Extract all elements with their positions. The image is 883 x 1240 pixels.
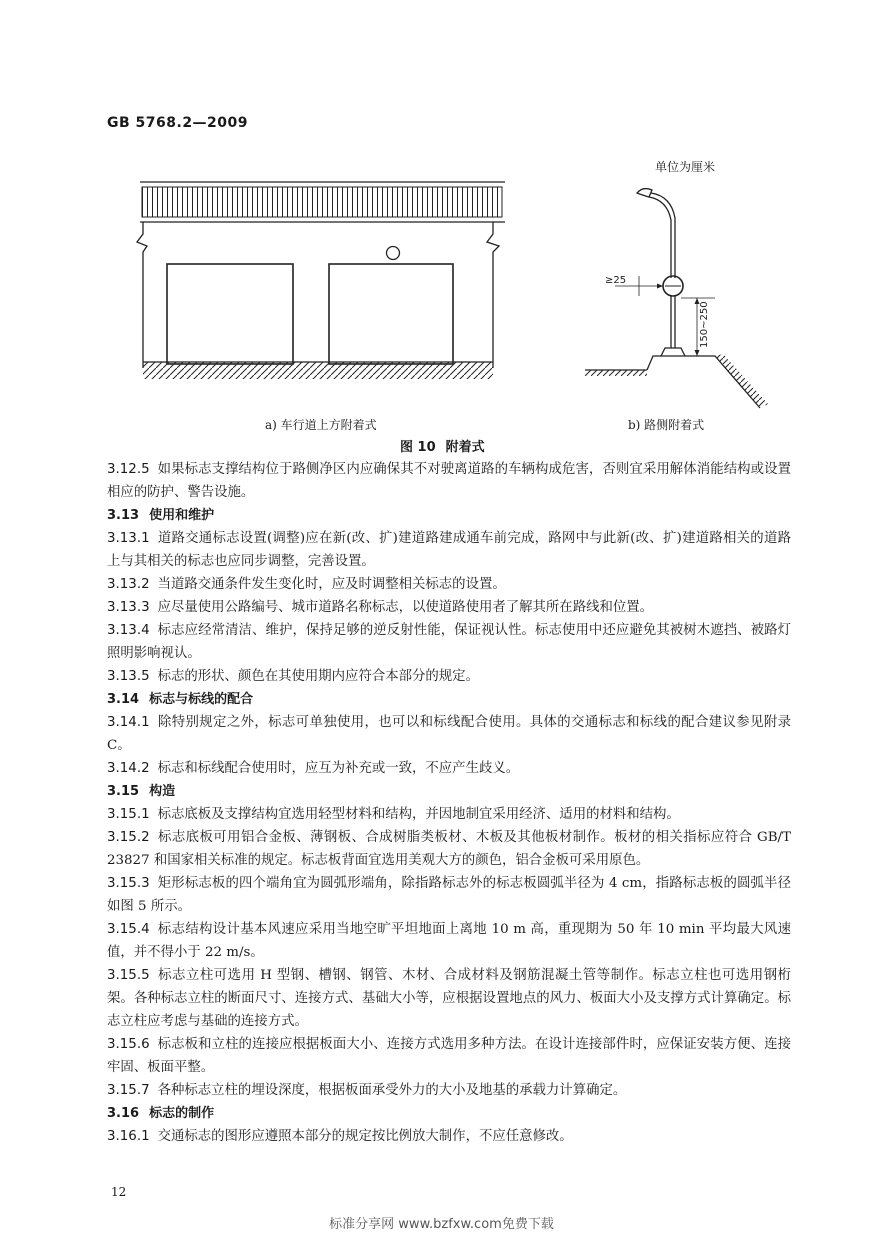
section-heading <box>107 1102 791 1125</box>
clause-number: 3.15.1 <box>107 807 150 822</box>
clause-text: 除特别规定之外，标志可单独使用，也可以和标线配合使用。具体的交通标志和标线的配合建议参见附录 C。 <box>107 715 791 753</box>
clause-number: 3.15.5 <box>107 968 150 983</box>
clause-paragraph <box>107 918 791 964</box>
clause-number: 3.15.7 <box>107 1083 150 1098</box>
clause-paragraph <box>107 1033 791 1079</box>
clause-text: 应尽量使用公路编号、城市道路名称标志，以使道路使用者了解其所在路线和位置。 <box>157 600 654 615</box>
figure-a-overhead-attachment <box>135 172 510 384</box>
clause-number: 3.13.2 <box>107 577 150 592</box>
clause-text: 标志应经常清洁、维护，保持足够的逆反射性能，保证视认性。标志使用中还应避免其被树木遮挡、被路灯照明影响视认。 <box>107 623 791 661</box>
section-heading <box>107 780 791 803</box>
clause-text: 矩形标志板的四个端角宜为圆弧形端角，除指路标志外的标志板圆弧半径为 4 cm，指路标志板的圆弧半径如图 5 所示。 <box>107 876 791 914</box>
clause-paragraph <box>107 803 791 826</box>
clause-text: 标志结构设计基本风速应采用当地空旷平坦地面上离地 10 m 高，重现期为 50 年 10 min 平均最大风速值，并不得小于 22 m/s。 <box>107 922 791 960</box>
watermark-footer: 标准分享网 www.bzfxw.com免费下载 <box>329 1217 554 1232</box>
section-heading <box>107 688 791 711</box>
figure-number: 图 10 <box>400 440 436 455</box>
page-number: 12 <box>111 1185 127 1199</box>
clause-paragraph <box>107 872 791 918</box>
clause-paragraph <box>107 573 791 596</box>
figure-b-roadside-attachment <box>585 178 775 410</box>
clause-number: 3.13.3 <box>107 600 150 615</box>
clause-number: 3.14.2 <box>107 761 150 776</box>
clearance-dimension: ≥25 <box>605 275 627 286</box>
clause-text: 交通标志的图形应遵照本部分的规定按比例放大制作，不应任意修改。 <box>157 1129 573 1144</box>
clause-text: 如果标志支撑结构位于路侧净区内应确保其不对驶离道路的车辆构成危害，否则宜采用解体消能结构或设置相应的防护、警告设施。 <box>107 462 791 500</box>
section-title: 使用和维护 <box>149 508 215 523</box>
section-title: 标志与标线的配合 <box>149 692 254 707</box>
standard-code-header: GB 5768.2—2009 <box>107 115 249 131</box>
clause-text: 标志的形状、颜色在其使用期内应符合本部分的规定。 <box>157 669 479 684</box>
clause-text: 各种标志立柱的埋设深度，根据板面承受外力的大小及地基的承载力计算确定。 <box>157 1083 627 1098</box>
clause-text: 标志底板可用铝合金板、薄钢板、合成树脂类板材、木板及其他板材制作。板材的相关指标应符合 GB/T 23827 和国家相关标准的规定。标志板背面宜选用美观大方的颜色，铝合金板可采用原色。 <box>107 830 791 868</box>
clause-number: 3.15 <box>107 784 140 799</box>
clause-number: 3.16.1 <box>107 1129 150 1144</box>
figure-title-text: 附着式 <box>445 440 485 455</box>
figure-a-caption: a) 车行道上方附着式 <box>265 418 377 432</box>
clause-number: 3.13.1 <box>107 531 150 546</box>
clause-number: 3.14 <box>107 692 140 707</box>
clause-number: 3.15.6 <box>107 1037 150 1052</box>
clause-paragraph <box>107 826 791 872</box>
clause-paragraph <box>107 665 791 688</box>
unit-note: 单位为厘米 <box>655 160 716 174</box>
clause-number: 3.13 <box>107 508 140 523</box>
clause-number: 3.14.1 <box>107 715 150 730</box>
section-heading <box>107 504 791 527</box>
clause-paragraph <box>107 619 791 665</box>
clause-text: 标志板和立柱的连接应根据板面大小、连接方式选用多种方法。在设计连接部件时，应保证安装方便、连接牢固、板面平整。 <box>107 1037 791 1075</box>
clause-number: 3.13.4 <box>107 623 150 638</box>
clause-paragraph <box>107 964 791 1033</box>
clause-paragraph <box>107 1079 791 1102</box>
section-title: 标志的制作 <box>149 1106 215 1121</box>
clause-paragraph <box>107 711 791 757</box>
clause-text: 标志立柱可选用 H 型钢、槽钢、钢管、木材、合成材料及钢筋混凝土管等制作。标志立柱也可选用钢桁架。各种标志立柱的断面尺寸、连接方式、基础大小等，应根据设置地点的风力、板面大小及支撑方式计算确定。标志立柱应考虑与基础的连接方式。 <box>107 968 791 1029</box>
figure-b-caption: b) 路侧附着式 <box>628 418 705 432</box>
clause-number: 3.12.5 <box>107 462 150 477</box>
clause-number: 3.15.4 <box>107 922 150 937</box>
clause-paragraph <box>107 757 791 780</box>
document-body <box>107 458 791 1148</box>
clause-number: 3.15.2 <box>107 830 150 845</box>
clause-paragraph <box>107 596 791 619</box>
section-title: 构造 <box>149 784 176 799</box>
clause-number: 3.13.5 <box>107 669 150 684</box>
clause-paragraph <box>107 527 791 573</box>
clause-text: 标志底板及支撑结构宜选用轻型材料和结构，并因地制宜采用经济、适用的材料和结构。 <box>157 807 680 822</box>
clause-text: 当道路交通条件发生变化时，应及时调整相关标志的设置。 <box>157 577 506 592</box>
clause-number: 3.15.3 <box>107 876 150 891</box>
clause-text: 道路交通标志设置(调整)应在新(改、扩)建道路建成通车前完成，路网中与此新(改、扩)建道路相关的道路上与其相关的标志也应同步调整，完善设置。 <box>107 531 791 569</box>
clause-number: 3.16 <box>107 1106 140 1121</box>
height-dimension: 150~250 <box>699 301 710 348</box>
clause-text: 标志和标线配合使用时，应互为补充或一致，不应产生歧义。 <box>157 761 520 776</box>
clause-paragraph <box>107 1125 791 1148</box>
figure-title <box>400 436 485 455</box>
clause-paragraph <box>107 458 791 504</box>
